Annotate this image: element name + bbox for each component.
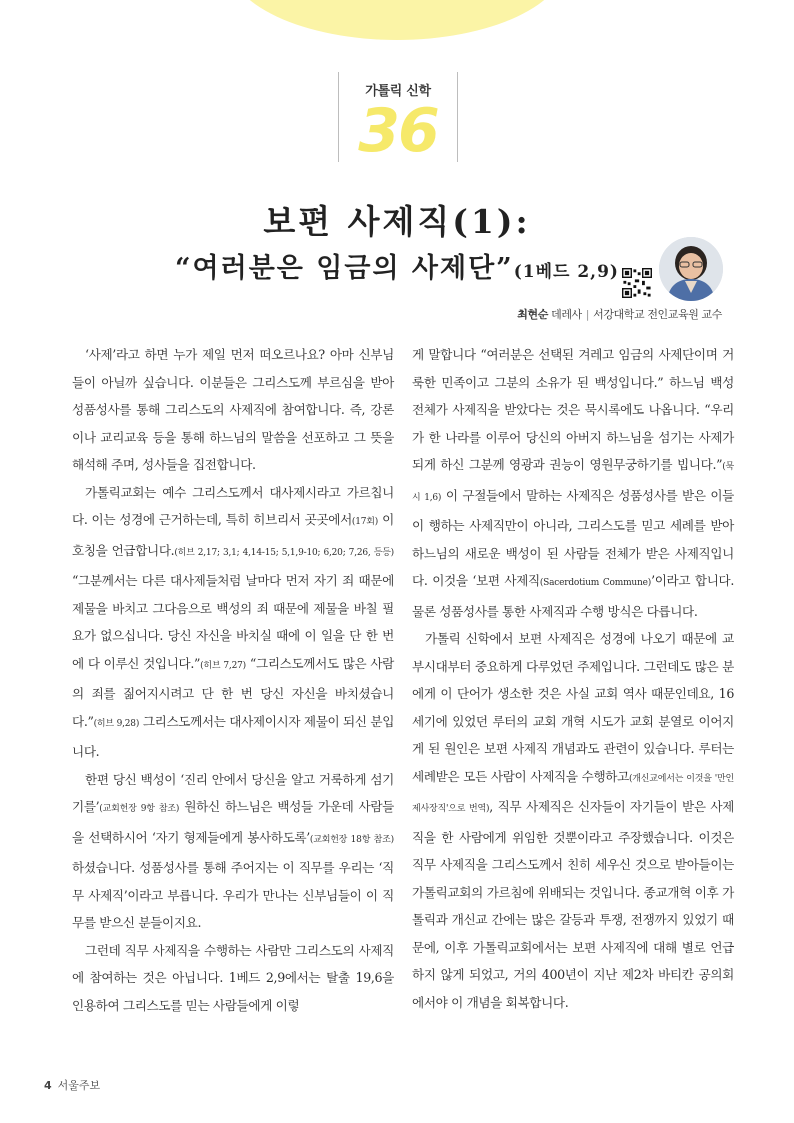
paragraph: 한편 당신 백성이 ‘진리 안에서 당신을 알고 거룩하게 섬기기를’(교회헌장 9항 참조) 원하신 하느님은 백성들 가운데 사람들을 선택하시어 ‘자기 형제들에게 봉사하도록’(교회헌장 18항 참조) 하셨습니다. 성품성사를 통해 주어지는 이 직무를 우리는 ‘직무 사제직’이라고 부릅니다. 우리가 만나는 신부님들이 이 직무를 받으신 분들이지요. — [72, 771, 394, 930]
left-column — [72, 341, 394, 1019]
publication-name: 서울주보 — [57, 1079, 101, 1092]
right-column — [412, 341, 734, 1016]
page-number: 4 — [44, 1079, 52, 1092]
author-title: 데레사 — [551, 308, 582, 321]
series-number: 36 — [358, 96, 438, 166]
author-byline: 최현순 데레사 | 서강대학교 전인교육원 교수 — [517, 308, 722, 321]
decorative-top-arc — [227, 0, 567, 40]
page-footer — [44, 1077, 100, 1093]
paragraph: 게 말합니다 “여러분은 선택된 겨레고 임금의 사제단이며 거룩한 민족이고 그분의 소유가 된 백성입니다.” 하느님 백성 전체가 사제직을 받았다는 것은 묵시록에도 나옵니다. “우리가 한 나라를 이루어 당신의 아버지 하느님을 섬기는 사제가 되게 하신 그분께 영광과 권능이 영원무궁하기를 빕니다.”(묵시 1,6) 이 구절들에서 말하는 사제직은 성품성사를 받은 이들이 행하는 사제직만이 아니라, 그리스도를 믿고 세례를 받아 하느님의 새로운 백성이 된 사람들 전체가 받은 사제직입니다. 이것을 ‘보편 사제직(Sacerdotium Commune)’이라고 합니다. 물론 성품성사를 통한 사제직과 수행 방식은 다릅니다. — [412, 347, 734, 619]
article-title: 보편 사제직(1): — [263, 202, 531, 241]
subtitle-reference: (1베드 2,9) — [513, 262, 619, 282]
series-badge — [338, 72, 458, 166]
paragraph: 그런데 직무 사제직을 수행하는 사람만 그리스도의 사제직에 참여하는 것은 아닙니다. 1베드 2,9에서는 탈출 19,6을 인용하여 그리스도를 믿는 사람들에게 이렇 — [72, 942, 394, 1013]
author-photo — [659, 237, 723, 301]
subtitle-quote: “여러분은 임금의 사제단” — [175, 253, 514, 284]
author-affiliation: 서강대학교 전인교육원 교수 — [593, 308, 722, 321]
qr-code-icon[interactable] — [622, 268, 652, 298]
paragraph: 가톨릭 신학에서 보편 사제직은 성경에 나오기 때문에 교부시대부터 중요하게 다루었던 주제입니다. 그런데도 많은 분에게 이 단어가 생소한 것은 사실 교회 역사 때문인데요, 16세기에 있었던 루터의 교회 개혁 시도가 교회 분열로 이어지게 된 원인은 보편 사제직 개념과도 관련이 있습니다. 루터는 세례받은 모든 사람이 사제직을 수행하고(개신교에서는 이것을 '만인 제사장직'으로 번역), 직무 사제직은 신자들이 자기들이 받은 사제직을 한 사람에게 위임한 것뿐이라고 주장했습니다. 이것은 직무 사제직을 그리스도께서 친히 세우신 것으로 받아들이는 가톨릭교회의 가르침에 위배되는 것입니다. 종교개혁 이후 가톨릭과 개신교 간에는 많은 갈등과 투쟁, 전쟁까지 있었기 때문에, 이후 가톨릭교회에서는 보편 사제직에 대해 별로 언급하지 않게 되었고, 거의 400년이 지난 제2차 바티칸 공의회에서야 이 개념을 회복합니다. — [412, 631, 735, 1010]
author-name: 최현순 — [517, 308, 548, 321]
paragraph: 가톨릭교회는 예수 그리스도께서 대사제시라고 가르칩니다. 이는 성경에 근거하는데, 특히 히브리서 곳곳에서(17회) 이 호칭을 언급합니다.(히브 2,17; 3,1; 4,14-15; 5,1,9-10; 6,20; 7,26, 등등) “그분께서는 다른 대사제들처럼 날마다 먼저 자기 죄 때문에 제물을 바치고 그다음으로 백성의 죄 때문에 제물을 바칠 필요가 없으십니다. 당신 자신을 바치실 때에 이 일을 단 한 번에 다 이루신 것입니다.”(히브 7,27) “그리스도께서도 많은 사람의 죄를 짊어지시려고 단 한 번 당신 자신을 바치셨습니다.”(히브 9,28) 그리스도께서는 대사제이시자 제물이 되신 분입니다. — [72, 484, 395, 759]
paragraph: ‘사제’라고 하면 누가 제일 먼저 떠오르나요? 아마 신부님들이 아닐까 싶습니다. 이분들은 그리스도께 부르심을 받아 성품성사를 통해 그리스도의 사제직에 참여합니다. 즉, 강론이나 교리교육 등을 통해 하느님의 말씀을 선포하고 그 뜻을 해석해 주며, 성사들을 집전합니다. — [72, 347, 394, 472]
series-label: 가톨릭 신학 — [365, 84, 431, 99]
